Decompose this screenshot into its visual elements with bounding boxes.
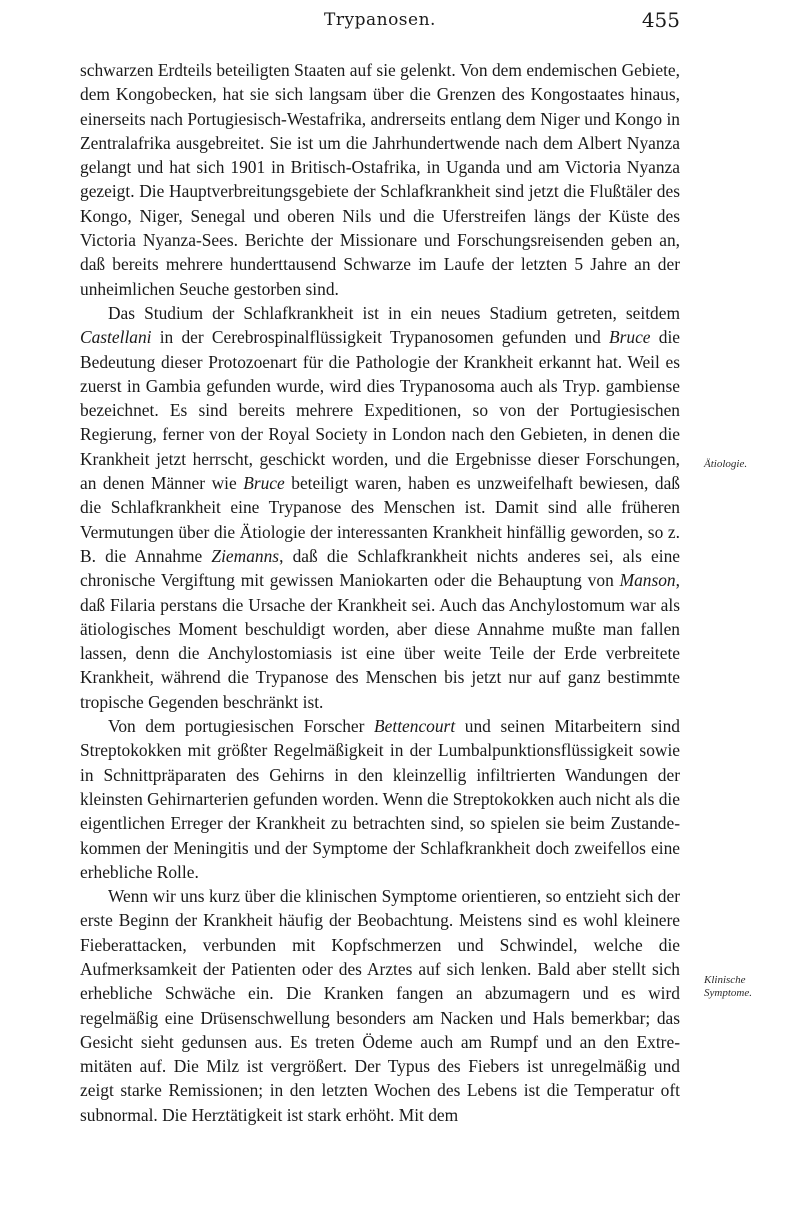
margin-note-aetiologie: Ätiologie. xyxy=(704,458,748,470)
author-name: Bruce xyxy=(609,327,651,348)
text-run: Das Studium der Schlafkrankheit ist in ein neues Stadium getreten, seitdem xyxy=(108,302,680,323)
body-text xyxy=(80,58,680,1127)
text-run: , daß die Schlafkrankheit nichts anderes sei, als eine chronische Vergiftung mit gewissen Maniokarten oder die Behauptung von xyxy=(80,545,680,591)
text-run: in der Cerebrospinalflüssigkeit Trypanosomen gefunden und xyxy=(151,327,609,348)
text-run: und seinen Mitarbeitern sind Streptokokken mit größter Regelmäßigkeit in der Lumbalpunktionsflüssigkeit sowie in Schnittpräparaten des Gehirns in den kleinzellig infiltrierten Wandungen der kleinsten Gehirnarterien gefunden worden. Wenn die Streptokokken auch nicht als die eigentlichen Erreger der Krankheit zu betrachten sind, so spielen sie beim Zustandekommen der Meningitis und der Symptome der Schlafkrankheit doch zweifellos eine erhebliche Rolle. xyxy=(80,716,680,882)
paragraph xyxy=(80,884,680,1127)
running-title: Trypanosen. xyxy=(324,10,436,30)
text-run: Von dem portugiesischen Forscher xyxy=(108,716,375,737)
author-name: Bruce xyxy=(243,473,285,494)
paragraph xyxy=(80,58,680,301)
text-run: beteiligt waren, haben es unzweifelhaft bewiesen, daß die Schlafkrankheit eine Trypanose des Menschen ist. Damit sind alle früheren Vermutungen über die Ätiologie der interessanten Krankheit hinfällig geworden, so z. B. die Annahme xyxy=(80,473,680,566)
paragraph xyxy=(80,301,680,714)
running-head xyxy=(80,10,680,32)
paragraph xyxy=(80,714,680,884)
author-name: Bettencourt xyxy=(374,716,456,737)
author-name: Manson xyxy=(619,570,676,591)
margin-note-klinische-symptome: Klinische Symptome. xyxy=(704,974,752,999)
page-number: 455 xyxy=(641,8,680,32)
text-run: schwarzen Erdteils beteiligten Staaten auf sie gelenkt. Von dem endemischen Gebiete, dem Kongobecken, hat sie sich langsam über die Grenzen des Kongostaates hinaus, einerseits nach Portugiesisch-Westafrika, andrerseits entlang dem Niger und Kongo in Zentralafrika ausgebreitet. Sie ist um die Jahrhundertwende nach dem Albert Nyanza gelangt und hat sich 1901 in Britisch-Ostafrika, in Uganda und am Victoria Nyanza gezeigt. Die Hauptverbreitungsgebiete der Schlafkrankheit sind jetzt die Flußtäler des Kongo, Niger, Senegal und oberen Nils und die Uferstreifen längs der Küste des Victoria Nyanza-Sees. Berichte der Missionare und Forschungsreisenden geben an, daß bereits mehrere hunderttausend Schwarze im Laufe der letzten 5 Jahre an der unheimlichen Seuche gestorben sind. xyxy=(80,60,680,299)
author-name: Ziemanns xyxy=(211,545,280,566)
text-run: die Bedeutung dieser Protozoenart für die Pathologie der Krankheit erkannt hat. Weil es zuerst in Gambia gefunden wurde, wird dies Trypanosoma auch als Tryp. gambiense bezeichnet. Es sind bereits mehrere Expeditionen, so von der Portugiesischen Regierung, ferner von der Royal Society in London nach den Gebieten, in denen die Krankheit jetzt herrscht, geschickt worden, und die Ergebnisse dieser Forschungen, an denen Männer wie xyxy=(80,327,681,494)
text-run: , daß Filaria perstans die Ursache der Krankheit sei. Auch das Anchylostomum war als ätiologisches Moment beschuldigt worden, aber diese Annahme mußte man fallen lassen, denn die Anchylostomiasis ist eine über weite Teile der Erde verbreitete Krankheit, während die Trypanose des Menschen bis jetzt nur auf ganz bestimmte tropische Gegenden beschränkt ist. xyxy=(80,570,680,712)
author-name: Castellani xyxy=(80,327,152,348)
text-run: Wenn wir uns kurz über die klinischen Symptome orientieren, so entzieht sich der erste Beginn der Krankheit häufig der Beobachtung. Meistens sind es wohl kleinere Fieberattacken, verbunden mit Kopfschmerzen und Schwindel, welche die Aufmerksamkeit der Patienten oder des Arztes auf sich lenken. Bald aber stellt sich erhebliche Schwäche ein. Die Kranken fangen an abzumagern und es wird regelmäßig eine Drüsenschwellung besonders am Nacken und Hals bemerkbar; das Gesicht sieht gedunsen aus. Es treten Ödeme auch am Rumpf und an den Extremitäten auf. Die Milz ist vergrößert. Der Typus des Fiebers ist unregelmäßig und zeigt starke Remissionen; in den letzten Wochen des Lebens ist die Temperatur oft subnormal. Die Herztätigkeit ist stark erhöht. Mit dem xyxy=(80,886,680,1125)
